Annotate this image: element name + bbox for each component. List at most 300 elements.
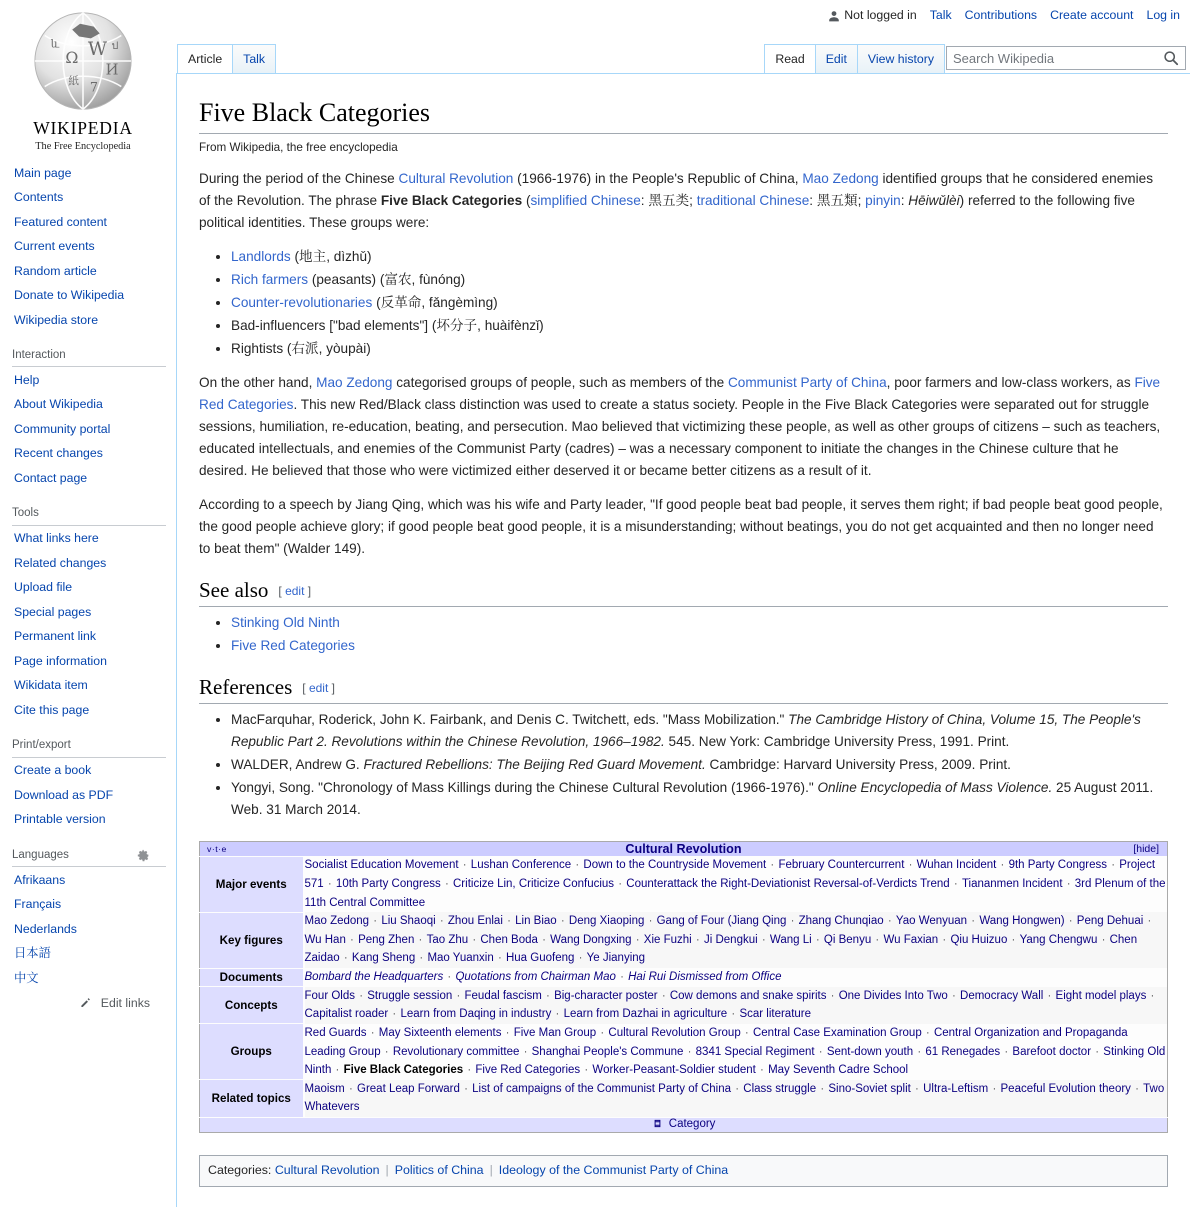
catlinks-label (208, 1163, 271, 1177)
sidebar-heading-interaction: Interaction (12, 348, 66, 361)
navbox-link[interactable]: Stinking Old Ninth (304, 1045, 1166, 1077)
navbox-separator: · (872, 933, 883, 946)
navbox-separator: · (812, 933, 823, 946)
navbox-separator: · (645, 915, 656, 928)
tab-edit-label: Edit (825, 52, 847, 66)
sidebar-item-help[interactable]: Help (14, 372, 40, 387)
navbox-link[interactable]: 3rd Plenum of the 11th Central Committee (304, 877, 1166, 909)
navbox-separator: · (817, 1082, 828, 1095)
navbox-link[interactable]: Hai Rui Dismissed from Office (628, 971, 782, 984)
sidebar-language-francais[interactable]: Français (14, 897, 62, 911)
editsection-see-also: [ edit ] (278, 583, 312, 598)
navbox-separator: · (597, 1026, 608, 1039)
intro-pinyin-sep: : (900, 192, 909, 208)
link-pinyin[interactable]: pinyin (865, 192, 901, 208)
sidebar-language-afrikaans[interactable]: Afrikaans (14, 872, 66, 887)
table-row (200, 1080, 1168, 1118)
site-logo[interactable] (0, 0, 166, 160)
navbox-group-key-figures: Key figures (200, 912, 304, 968)
navbox-separator: · (436, 915, 447, 928)
sidebar (0, 0, 166, 1025)
catlinks-label-text: Categories (208, 1163, 268, 1178)
sidebar-list-print-export (10, 758, 166, 832)
sidebar-item-featured-content[interactable]: Featured content (14, 214, 107, 229)
gear-icon[interactable] (137, 849, 150, 862)
navbox-link[interactable]: Wang Dongxing (550, 933, 632, 946)
sidebar-item-cite-this-page[interactable]: Cite this page (14, 702, 90, 717)
navbox-group-related-topics: Related topics (200, 1080, 304, 1118)
navbox-link[interactable]: 10th Party Congress (335, 877, 441, 890)
navbox-below-category[interactable] (200, 1118, 1168, 1133)
personal-link-contributions[interactable]: Contributions (964, 8, 1038, 22)
sidebar-item-contents[interactable]: Contents (14, 190, 64, 204)
navbox-separator: · (905, 859, 916, 872)
list-item[interactable] (10, 648, 166, 673)
not-logged-in-label: Not logged in (844, 8, 917, 22)
navbox-separator: · (503, 915, 515, 928)
navbox-link[interactable]: Learn from Dazhai in agriculture (563, 1008, 728, 1021)
navbox-link[interactable]: Zhang Chunqiao (798, 915, 884, 928)
navbox-list-documents (304, 968, 1168, 987)
navbox-link[interactable]: Wang Li (769, 933, 812, 946)
list-item[interactable] (10, 892, 166, 917)
navbox-link[interactable]: List of campaigns of the Communist Party of China (472, 1082, 732, 1095)
list-item (231, 709, 1168, 753)
sidebar-item-create-a-book[interactable]: Create a book (14, 763, 92, 778)
tab-read[interactable] (764, 44, 815, 73)
sidebar-item-special-pages[interactable]: Special pages (14, 604, 92, 619)
list-item[interactable] (10, 307, 166, 332)
navbox-link[interactable]: Scar literature (739, 1008, 812, 1021)
navbox-separator: · (581, 1064, 592, 1077)
sidebar-item-donate[interactable]: Donate to Wikipedia (14, 288, 125, 302)
sidebar-list-interaction (10, 367, 166, 490)
list-item[interactable] (10, 867, 166, 892)
navbox-separator: · (1065, 915, 1076, 928)
list-item (231, 754, 1168, 776)
list-item[interactable] (10, 258, 166, 283)
intro-text-3: identified groups that he considered enemies of the Revolution. The phrase (199, 170, 1154, 208)
list-item[interactable] (10, 234, 166, 259)
navbox-link[interactable]: Counterattack the Right-Deviationist Reversal-of-Verdicts Trend (626, 877, 950, 890)
editsection-references: [ edit ] (302, 680, 335, 695)
search-box[interactable] (946, 46, 1186, 70)
paragraph-red-categories (199, 372, 1168, 482)
navbox-link[interactable]: Wu Han (304, 933, 346, 946)
navbox-link[interactable]: Peaceful Evolution theory (1000, 1082, 1131, 1095)
table-row (200, 987, 1168, 1024)
navbox-link[interactable]: Shanghai People's Commune (531, 1045, 684, 1058)
sidebar-language-nederlands[interactable]: Nederlands (14, 921, 77, 936)
tab-article[interactable] (177, 44, 233, 73)
navbox-link[interactable]: Five Man Group (513, 1026, 597, 1039)
navbox-vte-links[interactable] (207, 844, 227, 854)
navbox-link[interactable]: Big-character poster (554, 989, 658, 1002)
list-item[interactable] (10, 367, 166, 392)
navbox-separator: · (939, 933, 950, 946)
list-item[interactable] (10, 965, 166, 990)
navbox-link[interactable]: Central Organization and Propaganda Leading Group (304, 1026, 1128, 1058)
namespace-tabs (177, 44, 275, 73)
svg-text:И: И (105, 61, 119, 79)
navbox-link[interactable]: Learn from Daqing in industry (400, 1008, 552, 1021)
list-item[interactable] (10, 782, 166, 807)
sidebar-item-wikidata-item[interactable]: Wikidata item (14, 678, 88, 693)
sidebar-item-download-as-pdf[interactable]: Download as PDF (14, 787, 114, 802)
navbox-link[interactable]: Two Whatevers (304, 1082, 1165, 1114)
sidebar-section-languages (0, 845, 166, 1010)
navbox-cultural-revolution (199, 841, 1168, 1133)
navbox-separator: · (758, 933, 769, 946)
navbox-link[interactable]: Bombard the Headquarters (304, 971, 444, 984)
list-item[interactable] (10, 283, 166, 308)
navbox-link[interactable]: Eight model plays (1055, 989, 1147, 1002)
navbox-link[interactable]: Maoism (304, 1082, 345, 1095)
navbox-separator: · (787, 915, 798, 928)
list-item[interactable] (10, 441, 166, 466)
intro-bold-term: Five Black Categories (380, 192, 523, 208)
edit-links-button[interactable]: Edit links (100, 995, 150, 1010)
landlords-chinese: (地主, dìzhǔ) (290, 248, 372, 264)
navbox-group-major-events: Major events (200, 856, 304, 912)
navbox-separator: · (370, 915, 381, 928)
sidebar-item-printable-version[interactable]: Printable version (14, 812, 106, 827)
article-content (176, 73, 1190, 1207)
navbox-category-link[interactable]: Category (668, 1118, 716, 1131)
navbox-link[interactable]: Kang Sheng (351, 952, 416, 965)
navbox-link[interactable]: Peng Zhen (358, 933, 415, 946)
navbox-link[interactable]: Five Red Categories (475, 1064, 581, 1077)
navbox-separator: · (692, 933, 703, 946)
list-item[interactable] (10, 807, 166, 832)
tab-view-history[interactable] (857, 44, 945, 73)
navbox-link[interactable]: February Countercurrent (778, 859, 905, 872)
references-list (215, 709, 1168, 821)
list-item (231, 635, 1168, 657)
navbox-separator: · (741, 1026, 752, 1039)
ref-3-italic: Online Encyclopedia of Mass Violence. (817, 779, 1053, 795)
list-item[interactable] (10, 624, 166, 649)
navbox-link[interactable]: Central Case Examination Group (752, 1026, 922, 1039)
navbox-link[interactable]: Wang Hongwen) (979, 915, 1065, 928)
list-item[interactable] (10, 465, 166, 490)
list-item (231, 612, 1168, 634)
navbox-link[interactable]: Zhou Enlai (447, 915, 503, 928)
navbox-link[interactable]: 9th Party Congress (1008, 859, 1107, 872)
navbox-link[interactable]: May Sixteenth elements (378, 1026, 502, 1039)
sidebar-section-print-export (0, 736, 166, 831)
navbox-link[interactable]: Worker-Peasant-Soldier student (592, 1064, 756, 1077)
list-item (231, 292, 1168, 314)
link-simplified-chinese[interactable]: simplified Chinese (530, 192, 641, 208)
sidebar-item-contact-page[interactable]: Contact page (14, 470, 88, 485)
navbox-list-concepts (304, 987, 1168, 1024)
five-categories-list (215, 246, 1168, 360)
counter-revolutionaries-chinese: (反革命, fǎngèmìng) (372, 294, 498, 310)
navbox-link[interactable]: Red Guards (304, 1026, 367, 1039)
list-item[interactable] (10, 526, 166, 551)
list-item[interactable] (10, 209, 166, 234)
navbox-separator: · (615, 877, 626, 890)
navbox-link[interactable]: Socialist Education Movement (304, 859, 459, 872)
navbox-separator: · (416, 952, 427, 965)
tab-edit[interactable] (815, 44, 858, 73)
sidebar-language-chinese[interactable]: 中文 (14, 970, 39, 985)
link-traditional-chinese[interactable]: traditional Chinese (696, 192, 810, 208)
list-item[interactable] (10, 185, 166, 210)
sidebar-item-permanent-link[interactable]: Permanent link (14, 629, 97, 644)
link-mao-zedong[interactable]: Mao Zedong (802, 170, 879, 186)
list-item[interactable] (10, 673, 166, 698)
navbox-separator: · (815, 1045, 826, 1058)
navbox-separator: · (542, 989, 554, 1002)
sidebar-item-community-portal[interactable]: Community portal (14, 421, 111, 436)
navbox-separator: · (684, 1045, 695, 1058)
navbox-link[interactable]: Tao Zhu (426, 933, 469, 946)
sidebar-item-related-changes[interactable]: Related changes (14, 555, 107, 570)
navbox-link[interactable]: Hua Guofeng (505, 952, 575, 965)
edit-links-row[interactable] (10, 996, 166, 1011)
sidebar-item-page-information[interactable]: Page information (14, 653, 107, 668)
wordmark-wikipedia: WIKIPEDIA (33, 118, 133, 138)
list-item[interactable] (10, 416, 166, 441)
sidebar-list-navigation (10, 160, 166, 332)
navbox-link[interactable]: Qiu Huizuo (950, 933, 1008, 946)
search-icon[interactable] (1163, 50, 1179, 66)
navbox-link[interactable]: Qi Benyu (823, 933, 872, 946)
navbox-link[interactable]: Sino-Soviet split (828, 1082, 911, 1095)
navbox-group-concepts: Concepts (200, 987, 304, 1024)
list-item[interactable] (10, 550, 166, 575)
intro-text-2: (1966-1976) in the People's Republic of China, (513, 170, 803, 186)
navbox-link[interactable]: Project 571 (304, 859, 1156, 890)
navbox-separator: · (767, 859, 778, 872)
navbox-link[interactable]: Four Olds (304, 989, 355, 1002)
table-row (200, 1118, 1168, 1133)
navbox-separator: · (948, 989, 960, 1002)
navbox-separator: · (827, 989, 838, 1002)
navbox-separator: · (381, 1045, 392, 1058)
link-cultural-revolution[interactable]: Cultural Revolution (398, 170, 514, 186)
navbox-link[interactable]: Mao Zedong (304, 915, 370, 928)
navbox-separator: · (658, 989, 669, 1002)
navbox-separator: · (989, 1082, 1000, 1095)
tab-talk-label: Talk (243, 52, 266, 66)
navbox-link[interactable]: Down to the Countryside Movement (583, 859, 767, 872)
navbox-link[interactable]: Great Leap Forward (357, 1082, 460, 1095)
navbox-link[interactable]: May Seventh Cadre School (768, 1064, 909, 1077)
navbox-separator: · (950, 877, 961, 890)
navbox-link[interactable]: Ultra-Leftism (923, 1082, 989, 1095)
navbox-separator: · (538, 933, 550, 946)
navbox-list-related-topics (304, 1080, 1168, 1118)
navbox-current-page: Five Black Categories (343, 1064, 464, 1077)
list-item[interactable] (10, 916, 166, 941)
body-content (199, 168, 1168, 1187)
heading-references (199, 675, 1168, 704)
navbox-link[interactable]: Sent-down youth (826, 1045, 914, 1058)
tab-talk[interactable] (232, 44, 276, 73)
svg-text:և: և (50, 37, 60, 51)
navbox-link[interactable]: Deng Xiaoping (568, 915, 645, 928)
list-item[interactable] (10, 697, 166, 722)
navbox-link[interactable]: Wu Faxian (883, 933, 939, 946)
intro-paragraph (199, 168, 1168, 234)
navbox-link[interactable]: Tiananmen Incident (961, 877, 1063, 890)
sidebar-heading-tools: Tools (12, 507, 39, 520)
navbox-separator: · (922, 1026, 933, 1039)
link-landlords[interactable]: Landlords (231, 248, 291, 264)
sidebar-item-upload-file[interactable]: Upload file (14, 580, 73, 595)
catlinks-separator: | (489, 1163, 493, 1178)
navbox-link[interactable]: Chen Zaidao (304, 933, 1138, 965)
sidebar-section-navigation (0, 160, 166, 332)
navbox-link[interactable]: Peng Dehuai (1076, 915, 1144, 928)
navbox-hide-link[interactable]: [hide] (1133, 842, 1159, 855)
search-input[interactable] (947, 51, 1163, 66)
navbox-link[interactable]: Cow demons and snake spirits (669, 989, 827, 1002)
navbox-link[interactable]: One Divides Into Two (838, 989, 948, 1002)
intro-text-4: ( (522, 192, 531, 208)
navbox-separator: · (520, 1045, 531, 1058)
link-five-red-categories-see-also[interactable]: Five Red Categories (231, 637, 355, 653)
ref-2-plain-2: Cambridge: Harvard University Press, 2009. Print. (705, 756, 1011, 772)
navbox-link[interactable]: Lushan Conference (470, 859, 572, 872)
wordmark-tagline: The Free Encyclopedia (35, 141, 131, 152)
category-link[interactable]: Ideology of the Communist Party of China (498, 1163, 729, 1178)
navbox-link[interactable]: Yang Chengwu (1019, 933, 1098, 946)
link-counter-revolutionaries[interactable]: Counter-revolutionaries (231, 294, 373, 310)
navbox-separator: · (453, 989, 464, 1002)
navbox-link[interactable]: Liu Shaoqi (381, 915, 436, 928)
navbox-link[interactable]: Gang of Four (Jiang Qing (656, 915, 787, 928)
list-item[interactable] (10, 941, 166, 966)
navbox-link[interactable]: Feudal fascism (464, 989, 542, 1002)
tab-view-history-label: View history (867, 52, 934, 66)
personal-link-login[interactable]: Log in (1146, 8, 1180, 22)
sidebar-item-current-events[interactable]: Current events (14, 239, 95, 253)
navbox-link[interactable]: Xie Fuzhi (643, 933, 692, 946)
navbox-link[interactable]: Ye Jianying (586, 952, 646, 965)
navbox-title-label: Cultural Revolution (625, 841, 742, 856)
navbox-separator: · (345, 1082, 356, 1095)
navbox-link[interactable]: Wuhan Incident (916, 859, 997, 872)
edit-link-references[interactable]: edit (308, 680, 329, 695)
navbox-separator: · (1144, 915, 1152, 928)
intro-simplified-text: : 黑五类; (640, 192, 697, 208)
navbox-link[interactable]: Lin Biao (515, 915, 557, 928)
sidebar-item-main-page[interactable]: Main page (14, 165, 72, 180)
ref-3-plain-1: Yongyi, Song. "Chronology of Mass Killings during the Chinese Cultural Revolution (1966-1976)." (231, 779, 818, 795)
navbox-link[interactable]: Cultural Revolution Group (608, 1026, 741, 1039)
link-rich-farmers[interactable]: Rich farmers (231, 271, 309, 287)
personal-link-create-account[interactable]: Create account (1050, 8, 1134, 22)
category-icon (652, 1120, 666, 1132)
category-link[interactable]: Cultural Revolution (274, 1163, 380, 1178)
navbox-separator: · (1108, 859, 1119, 872)
edit-link-see-also[interactable]: edit (285, 583, 305, 598)
p2-text-2: categorised groups of people, such as members of the (392, 374, 728, 390)
navbox-separator: · (1063, 877, 1074, 890)
navbox-separator: · (1147, 989, 1155, 1002)
navbox-link[interactable]: 61 Renegades (925, 1045, 1001, 1058)
navbox-separator: · (756, 1064, 768, 1077)
navbox-separator: · (1044, 989, 1055, 1002)
navbox-separator: · (415, 933, 426, 946)
heading-see-also (199, 578, 1168, 607)
site-subtitle: From Wikipedia, the free encyclopedia (199, 140, 398, 154)
category-link[interactable]: Politics of China (394, 1163, 484, 1178)
navbox-link[interactable]: Capitalist roader (304, 1008, 389, 1021)
navbox-link[interactable]: Democracy Wall (960, 989, 1044, 1002)
navbox-link[interactable]: Ji Dengkui (703, 933, 758, 946)
navbox-separator: · (911, 1082, 923, 1095)
navbox-group-documents: Documents (200, 968, 304, 987)
sidebar-item-recent-changes[interactable]: Recent changes (14, 446, 103, 461)
table-row (200, 841, 1168, 856)
intro-pinyin-value: Hēiwǔlèi (908, 192, 960, 208)
sidebar-language-japanese[interactable]: 日本語 (14, 946, 51, 960)
ref-2-italic: Fractured Rebellions: The Beijing Red Guard Movement. (363, 756, 706, 772)
list-item[interactable] (10, 599, 166, 624)
navbox-vte-link[interactable]: v·t·e (207, 843, 227, 854)
sidebar-item-random-article[interactable]: Random article (14, 263, 97, 278)
svg-text:紙: 紙 (68, 74, 80, 88)
personal-link-talk[interactable]: Talk (929, 8, 952, 22)
rightists-text: Rightists (右派, yòupài) (231, 340, 371, 356)
list-item[interactable] (10, 160, 166, 185)
ref-3-plain-2: 25 August 2011. Web. 31 March 2014. (231, 779, 1154, 817)
navbox-separator: · (728, 1008, 739, 1021)
navbox-link[interactable]: Mao Yuanxin (427, 952, 494, 965)
rich-farmers-chinese: (peasants) (富农, fùnóng) (308, 271, 466, 287)
sidebar-item-wikipedia-store[interactable]: Wikipedia store (14, 312, 99, 327)
navbox-list-major-events (304, 856, 1168, 912)
link-communist-party-of-china[interactable]: Communist Party of China (727, 374, 887, 390)
navbox-link[interactable]: Struggle session (367, 989, 453, 1002)
ref-1-plain-1: MacFarquhar, Roderick, John K. Fairbank, and Denis C. Twitchett, eds. "Mass Mobilization." (231, 711, 789, 727)
navbox-link[interactable]: Class struggle (743, 1082, 817, 1095)
navbox-separator: · (460, 1082, 472, 1095)
link-stinking-old-ninth[interactable]: Stinking Old Ninth (231, 614, 340, 630)
navbox-link[interactable]: Revolutionary committee (392, 1045, 520, 1058)
list-item[interactable] (10, 575, 166, 600)
navbox-link[interactable]: 8341 Special Regiment (695, 1045, 815, 1058)
p2-text-3: , poor farmers and low-class workers, as (886, 374, 1135, 390)
page-title: Five Black Categories (199, 97, 1168, 134)
navbox-separator: · (557, 915, 568, 928)
sidebar-item-what-links-here[interactable]: What links here (14, 531, 99, 546)
see-also-list (215, 612, 1168, 657)
sidebar-list-languages (10, 867, 166, 990)
link-mao-zedong-2[interactable]: Mao Zedong (316, 374, 393, 390)
navbox-link[interactable]: Chen Boda (480, 933, 538, 946)
navbox-separator: · (502, 1026, 513, 1039)
navbox-link[interactable]: Quotations from Chairman Mao (455, 971, 616, 984)
navbox-link[interactable]: Yao Wenyuan (895, 915, 968, 928)
catlinks-separator: | (385, 1163, 389, 1178)
list-item[interactable] (10, 392, 166, 417)
ref-1-plain-2: 545. New York: Cambridge University Press, 1991. Print. (664, 733, 1010, 749)
link-five-red-categories[interactable]: Five Red Categories (199, 374, 1161, 412)
navbox-link[interactable]: Criticize Lin, Criticize Confucius (453, 877, 615, 890)
category-links (199, 1155, 1168, 1187)
table-row (200, 912, 1168, 968)
list-item[interactable] (10, 758, 166, 783)
sidebar-item-about-wikipedia[interactable]: About Wikipedia (14, 397, 103, 412)
navbox-hide-toggle[interactable] (1133, 843, 1159, 855)
navbox-link[interactable]: Barefoot doctor (1012, 1045, 1092, 1058)
